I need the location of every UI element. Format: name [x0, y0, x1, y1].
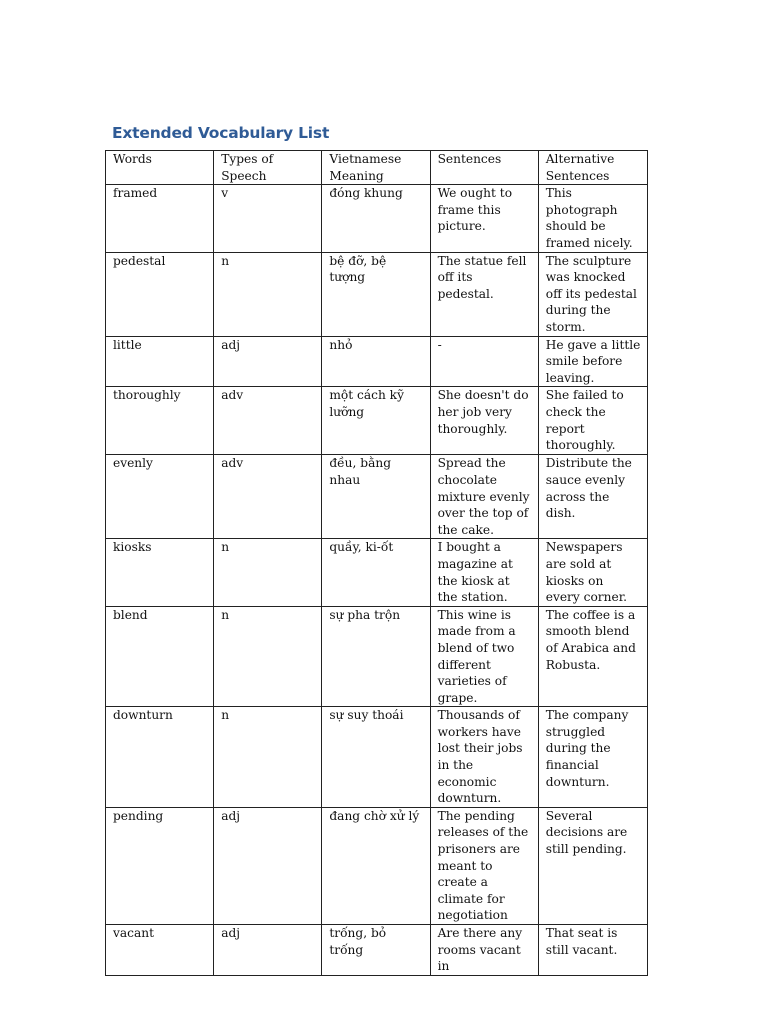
cell-word: vacant	[106, 925, 214, 976]
cell-type: adj	[214, 807, 322, 924]
cell-meaning: bệ đỡ, bệ tượng	[322, 252, 430, 336]
cell-sentence: Thousands of workers have lost their jobs in the economic downturn.	[430, 707, 538, 808]
table-row	[106, 707, 648, 808]
cell-alt-sentence: She failed to check the report thoroughly.	[538, 387, 647, 455]
cell-alt-sentence: Distribute the sauce evenly across the dish.	[538, 455, 647, 539]
cell-sentence: I bought a magazine at the kiosk at the station.	[430, 539, 538, 606]
cell-alt-sentence: He gave a little smile before leaving.	[538, 336, 647, 387]
cell-word: blend	[106, 606, 214, 707]
header-words: Words	[106, 151, 214, 185]
header-sentences: Sentences	[430, 151, 538, 185]
table-row	[106, 606, 648, 707]
cell-sentence: She doesn't do her job very thoroughly.	[430, 387, 538, 455]
table-row	[106, 185, 648, 252]
cell-sentence: The statue fell off its pedestal.	[430, 252, 538, 336]
cell-word: pending	[106, 807, 214, 924]
cell-word: framed	[106, 185, 214, 252]
cell-word: evenly	[106, 455, 214, 539]
cell-type: adj	[214, 336, 322, 387]
table-row	[106, 336, 648, 387]
header-alternative-sentences: Alternative Sentences	[538, 151, 647, 185]
cell-alt-sentence: Newspapers are sold at kiosks on every corner.	[538, 539, 647, 606]
cell-word: kiosks	[106, 539, 214, 606]
header-vietnamese-meaning: Vietnamese Meaning	[322, 151, 430, 185]
cell-alt-sentence: That seat is still vacant.	[538, 925, 647, 976]
cell-alt-sentence: The coffee is a smooth blend of Arabica and Robusta.	[538, 606, 647, 707]
cell-alt-sentence: The sculpture was knocked off its pedestal during the storm.	[538, 252, 647, 336]
cell-type: adj	[214, 925, 322, 976]
header-types-of-speech: Types of Speech	[214, 151, 322, 185]
cell-meaning: một cách kỹ lưỡng	[322, 387, 430, 455]
cell-type: n	[214, 539, 322, 606]
cell-sentence: We ought to frame this picture.	[430, 185, 538, 252]
cell-type: adv	[214, 455, 322, 539]
cell-meaning: đều, bằng nhau	[322, 455, 430, 539]
cell-sentence: This wine is made from a blend of two different varieties of grape.	[430, 606, 538, 707]
cell-word: little	[106, 336, 214, 387]
cell-meaning: sự pha trộn	[322, 606, 430, 707]
cell-type: v	[214, 185, 322, 252]
table-row	[106, 252, 648, 336]
cell-type: adv	[214, 387, 322, 455]
cell-meaning: nhỏ	[322, 336, 430, 387]
cell-meaning: đóng khung	[322, 185, 430, 252]
cell-meaning: trống, bỏ trống	[322, 925, 430, 976]
cell-type: n	[214, 606, 322, 707]
cell-sentence: Are there any rooms vacant in	[430, 925, 538, 976]
table-row	[106, 539, 648, 606]
vocabulary-table	[105, 150, 648, 976]
cell-meaning: sự suy thoái	[322, 707, 430, 808]
cell-alt-sentence: This photograph should be framed nicely.	[538, 185, 647, 252]
table-row	[106, 387, 648, 455]
cell-alt-sentence: The company struggled during the financial downturn.	[538, 707, 647, 808]
cell-word: pedestal	[106, 252, 214, 336]
table-header-row	[106, 151, 648, 185]
cell-word: downturn	[106, 707, 214, 808]
table-row	[106, 807, 648, 924]
table-row	[106, 455, 648, 539]
cell-sentence: -	[430, 336, 538, 387]
cell-sentence: Spread the chocolate mixture evenly over the top of the cake.	[430, 455, 538, 539]
cell-meaning: quầy, ki-ốt	[322, 539, 430, 606]
cell-alt-sentence: Several decisions are still pending.	[538, 807, 647, 924]
cell-word: thoroughly	[106, 387, 214, 455]
cell-type: n	[214, 252, 322, 336]
document-title: Extended Vocabulary List	[112, 124, 330, 142]
cell-sentence: The pending releases of the prisoners are meant to create a climate for negotiation	[430, 807, 538, 924]
cell-type: n	[214, 707, 322, 808]
cell-meaning: đang chờ xử lý	[322, 807, 430, 924]
table-row	[106, 925, 648, 976]
